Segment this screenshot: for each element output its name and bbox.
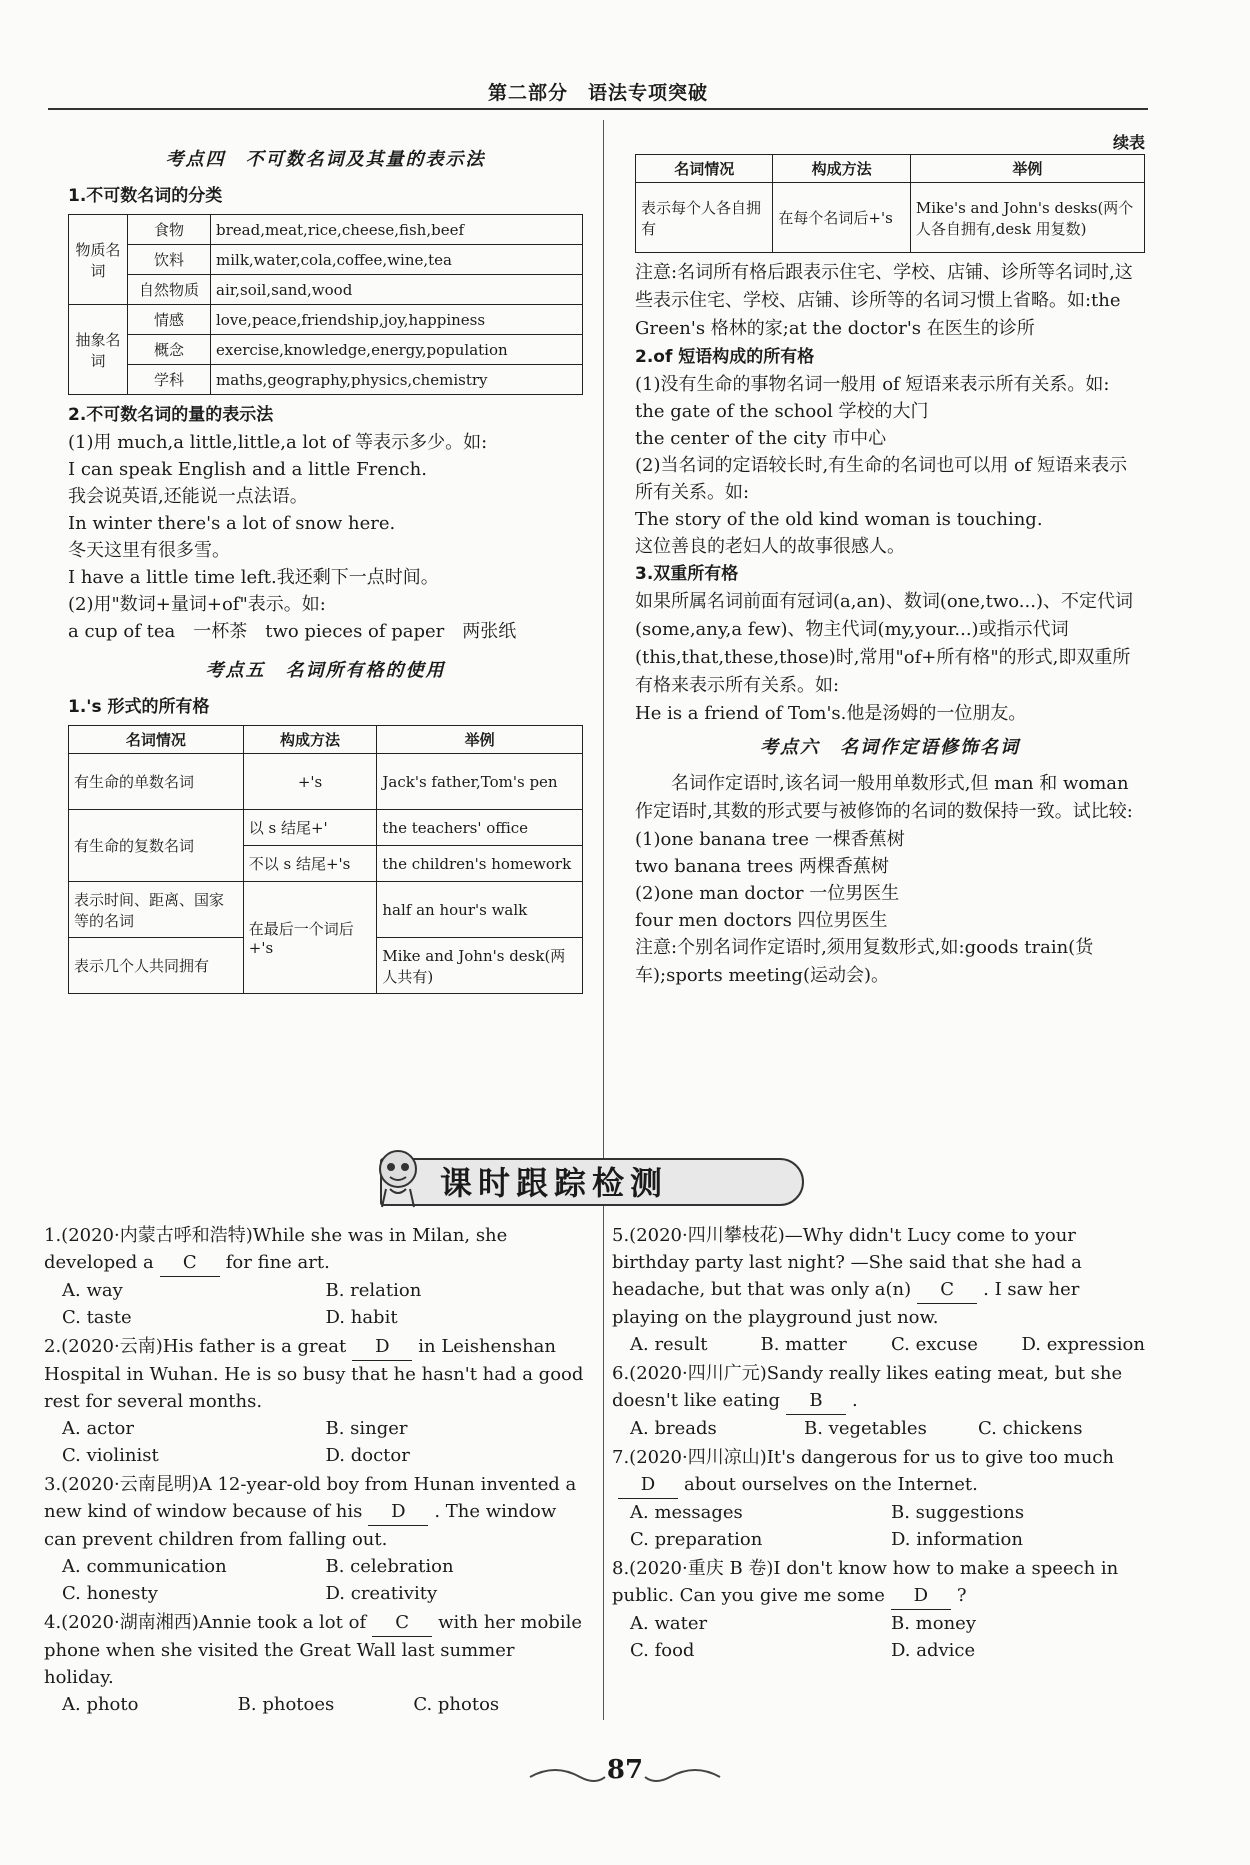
answer-blank: D xyxy=(352,1333,412,1361)
options xyxy=(44,1277,589,1331)
stem-text: . xyxy=(852,1390,858,1411)
answer-blank: C xyxy=(372,1609,432,1637)
answer-blank: B xyxy=(786,1387,846,1415)
question-stem xyxy=(612,1555,1152,1610)
option: D. advice xyxy=(891,1640,976,1661)
r-s2-lines xyxy=(635,371,1145,560)
question-item xyxy=(44,1333,589,1469)
option: D. habit xyxy=(325,1307,398,1328)
th-case: 名词情况 xyxy=(69,726,244,754)
t3-cell: Mike's and John's desks(两个人各自拥有,desk 用复数) xyxy=(910,183,1144,253)
th-case: 名词情况 xyxy=(636,155,773,183)
option: B. matter xyxy=(760,1334,847,1355)
option: C. photos xyxy=(413,1694,500,1715)
t3-cell: 在每个名词后+'s xyxy=(773,183,910,253)
question-stem xyxy=(612,1444,1152,1499)
stem-text: 8.(2020·重庆 B 卷)I don't know how to make a speech in public. Can you give me some xyxy=(612,1558,1119,1606)
questions-right xyxy=(612,1222,1152,1666)
t2-cell: the children's homework xyxy=(377,846,583,882)
text-line: the gate of the school 学校的大门 xyxy=(635,401,929,422)
r-s3-text: 如果所属名词前面有冠词(a,an)、数词(one,two...)、不定代词(some,any,a few)、物主代词(my,your...)或指示代词(this,that,these,those)时,常用"of+所有格"的形式,即双重所有格来表示所有关系。如: xyxy=(635,591,1133,696)
page-number: 87 xyxy=(606,1755,644,1785)
options xyxy=(44,1415,589,1469)
question-item xyxy=(612,1360,1152,1442)
text-line: 冬天这里有很多雪。 xyxy=(68,540,230,561)
option: A. water xyxy=(630,1613,708,1634)
option: C. taste xyxy=(62,1307,132,1328)
t2-cell: Mike and John's desk(两人共有) xyxy=(377,938,583,994)
r-s3-example: He is a friend of Tom's.他是汤姆的一位朋友。 xyxy=(635,703,1027,724)
t1-category: 饮料 xyxy=(128,245,211,275)
option: A. way xyxy=(62,1280,123,1301)
section-banner xyxy=(380,1150,820,1210)
question-item xyxy=(612,1444,1152,1553)
th-method: 构成方法 xyxy=(773,155,910,183)
text-line: a cup of tea 一杯茶 two pieces of paper 两张纸 xyxy=(68,621,517,642)
options xyxy=(44,1691,589,1718)
answer-blank: D xyxy=(368,1498,428,1526)
t2-cell: 在最后一个词后+'s xyxy=(243,882,377,994)
t1-category: 学科 xyxy=(128,365,211,395)
header-rule xyxy=(48,108,1148,110)
t1-examples: milk,water,cola,coffee,wine,tea xyxy=(211,245,583,275)
options xyxy=(612,1331,1152,1358)
answer-blank: C xyxy=(160,1249,220,1277)
t1-examples: air,soil,sand,wood xyxy=(211,275,583,305)
kd6-title: 考点六 名词作定语修饰名词 xyxy=(760,737,1020,758)
option: C. violinist xyxy=(62,1445,159,1466)
option: B. singer xyxy=(325,1418,408,1439)
option: A. result xyxy=(630,1334,708,1355)
stem-text: 2.(2020·云南)His father is a great xyxy=(44,1336,347,1357)
page-footer xyxy=(520,1755,730,1785)
kd6-text: 名词作定语时,该名词一般用单数形式,但 man 和 woman 作定语时,其数的形式要与被修饰的名词的数保持一致。试比较: xyxy=(635,773,1133,822)
banner-title: 课时跟踪检测 xyxy=(440,1164,669,1202)
th-method: 构成方法 xyxy=(243,726,377,754)
options xyxy=(612,1610,1152,1664)
text-line: The story of the old kind woman is touching. xyxy=(635,509,1043,530)
stem-text: 3.(2020·云南昆明)A 12-year-old boy from Hunan invented a new kind of window because of his xyxy=(44,1474,577,1522)
r-s2-title: 2.of 短语构成的所有格 xyxy=(635,347,815,367)
th-example: 举例 xyxy=(910,155,1144,183)
text-line: (2)one man doctor 一位男医生 xyxy=(635,883,900,904)
stem-text: . I saw her playing on the playground just now. xyxy=(612,1279,1080,1328)
text-line: I can speak English and a little French. xyxy=(68,459,427,480)
continued-label: 续表 xyxy=(1112,133,1145,152)
t2-cell: 不以 s 结尾+'s xyxy=(243,846,377,882)
text-line: (1)用 much,a little,little,a lot of 等表示多少。如: xyxy=(68,432,488,453)
option: B. celebration xyxy=(325,1556,454,1577)
option: D. creativity xyxy=(325,1583,438,1604)
option: C. excuse xyxy=(891,1334,978,1355)
text-line: (1)one banana tree 一棵香蕉树 xyxy=(635,829,905,850)
t1-group-label: 抽象名词 xyxy=(69,305,128,395)
stem-text: 4.(2020·湖南湘西)Annie took a lot of xyxy=(44,1612,367,1633)
kd5-title: 考点五 名词所有格的使用 xyxy=(205,660,446,681)
mascot-icon xyxy=(370,1145,426,1211)
note-2: 注意:个别名词作定语时,须用复数形式,如:goods train(货车);sports meeting(运动会)。 xyxy=(635,937,1094,986)
option: B. relation xyxy=(325,1280,422,1301)
text-line: I have a little time left.我还剩下一点时间。 xyxy=(68,567,439,588)
text-line: the center of the city 市中心 xyxy=(635,428,887,449)
option: A. photo xyxy=(62,1694,139,1715)
stem-text: 1.(2020·内蒙古呼和浩特)While she was in Milan, she developed a xyxy=(44,1225,508,1273)
ornament-icon xyxy=(525,1755,725,1795)
option: B. suggestions xyxy=(891,1502,1025,1523)
option: D. doctor xyxy=(325,1445,410,1466)
s1-title: 1.不可数名词的分类 xyxy=(68,186,223,206)
question-item xyxy=(44,1609,589,1718)
option: A. communication xyxy=(62,1556,227,1577)
text-line: (1)没有生命的事物名词一般用 of 短语来表示所有关系。如: xyxy=(635,374,1110,395)
s2-title: 2.不可数名词的量的表示法 xyxy=(68,405,274,425)
kd6-lines xyxy=(635,826,1145,934)
possessive-table xyxy=(68,725,583,994)
option: D. information xyxy=(891,1529,1023,1550)
text-line: two banana trees 两棵香蕉树 xyxy=(635,856,889,877)
question-item xyxy=(44,1471,589,1607)
questions-left xyxy=(44,1222,589,1720)
t1-examples: love,peace,friendship,joy,happiness xyxy=(211,305,583,335)
answer-blank: D xyxy=(891,1582,951,1610)
t2-cell: 有生命的单数名词 xyxy=(69,754,244,810)
options xyxy=(612,1499,1152,1553)
t1-category: 情感 xyxy=(128,305,211,335)
t3-cell: 表示每个人各自拥有 xyxy=(636,183,773,253)
right-column xyxy=(635,130,1145,990)
s2-lines xyxy=(68,429,583,645)
t2-cell: Jack's father,Tom's pen xyxy=(377,754,583,810)
note-1: 注意:名词所有格后跟表示住宅、学校、店铺、诊所等名词时,这些表示住宅、学校、店铺、诊所等的名词习惯上省略。如:the Green's 格林的家;at the doctor's 在医生的诊所 xyxy=(635,262,1133,339)
question-stem xyxy=(44,1333,589,1415)
option: B. money xyxy=(891,1613,976,1634)
page-header: 第二部分 语法专项突破 xyxy=(487,82,708,104)
option: B. photoes xyxy=(237,1694,335,1715)
stem-text: 6.(2020·四川广元)Sandy really likes eating meat, but she doesn't like eating xyxy=(612,1363,1123,1411)
option: A. messages xyxy=(630,1502,743,1523)
option: C. honesty xyxy=(62,1583,158,1604)
question-stem xyxy=(44,1609,589,1691)
stem-text: about ourselves on the Internet. xyxy=(684,1474,978,1495)
text-line: 这位善良的老妇人的故事很感人。 xyxy=(635,536,905,557)
t2-cell: 表示几个人共同拥有 xyxy=(69,938,244,994)
option: C. food xyxy=(630,1640,695,1661)
stem-text: with her mobile phone when she visited the Great Wall last summer holiday. xyxy=(44,1612,582,1688)
text-line: four men doctors 四位男医生 xyxy=(635,910,888,931)
question-stem xyxy=(44,1222,589,1277)
t2-cell: 以 s 结尾+' xyxy=(243,810,377,846)
s3-title: 1.'s 形式的所有格 xyxy=(68,697,210,717)
t2-cell: +'s xyxy=(243,754,377,810)
question-stem xyxy=(612,1360,1152,1415)
text-line: (2)用"数词+量词+of"表示。如: xyxy=(68,594,326,615)
text-line: In winter there's a lot of snow here. xyxy=(68,513,396,534)
answer-blank: D xyxy=(618,1471,678,1499)
option: D. expression xyxy=(1021,1334,1145,1355)
options xyxy=(612,1415,1152,1442)
stem-text: for fine art. xyxy=(225,1252,330,1273)
r-s3-title: 3.双重所有格 xyxy=(635,564,739,584)
uncountable-table xyxy=(68,214,583,395)
t1-category: 自然物质 xyxy=(128,275,211,305)
t2-cell: the teachers' office xyxy=(377,810,583,846)
t1-category: 概念 xyxy=(128,335,211,365)
option: A. breads xyxy=(630,1418,717,1439)
option: A. actor xyxy=(62,1418,134,1439)
stem-text: . The window can prevent children from falling out. xyxy=(44,1501,557,1550)
stem-text: 7.(2020·四川凉山)It's dangerous for us to give too much xyxy=(612,1447,1114,1468)
t2-cell: 有生命的复数名词 xyxy=(69,810,244,882)
t1-examples: maths,geography,physics,chemistry xyxy=(211,365,583,395)
t1-category: 食物 xyxy=(128,215,211,245)
option: C. preparation xyxy=(630,1529,763,1550)
th-example: 举例 xyxy=(377,726,583,754)
question-item xyxy=(612,1555,1152,1664)
text-line: 我会说英语,还能说一点法语。 xyxy=(68,486,308,507)
option: B. vegetables xyxy=(804,1418,927,1439)
question-divider xyxy=(603,1225,604,1715)
question-stem xyxy=(612,1222,1152,1331)
stem-text: 5.(2020·四川攀枝花)—Why didn't Lucy come to your birthday party last night? —She said that she had a headache, but that was only a(n) xyxy=(612,1225,1082,1300)
t2-cell: half an hour's walk xyxy=(377,882,583,938)
answer-blank: C xyxy=(917,1276,977,1304)
t1-group-label: 物质名词 xyxy=(69,215,128,305)
question-item xyxy=(612,1222,1152,1358)
options xyxy=(44,1553,589,1607)
kd4-title: 考点四 不可数名词及其量的表示法 xyxy=(165,149,486,170)
text-line: (2)当名词的定语较长时,有生命的名词也可以用 of 短语来表示所有关系。如: xyxy=(635,455,1128,503)
t1-examples: exercise,knowledge,energy,population xyxy=(211,335,583,365)
option: C. chickens xyxy=(978,1418,1083,1439)
stem-text: ? xyxy=(956,1585,967,1606)
question-stem xyxy=(44,1471,589,1553)
stem-text: in Leishenshan Hospital in Wuhan. He is so busy that he hasn't had a good rest for several months. xyxy=(44,1336,584,1412)
t2-cell: 表示时间、距离、国家等的名词 xyxy=(69,882,244,938)
possessive-table-continued xyxy=(635,154,1145,253)
left-column xyxy=(68,140,583,994)
question-item xyxy=(44,1222,589,1331)
t1-examples: bread,meat,rice,cheese,fish,beef xyxy=(211,215,583,245)
